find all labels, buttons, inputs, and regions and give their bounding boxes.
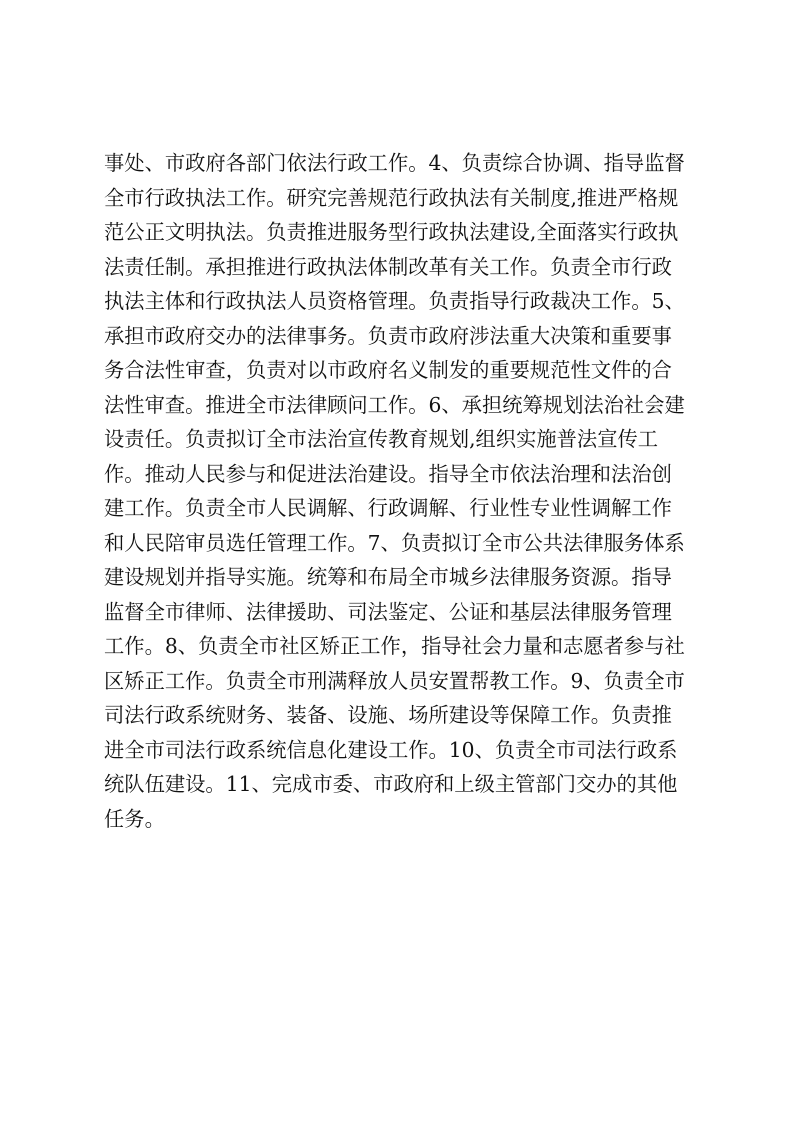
text-line: 统队伍建设。11、完成市委、市政府和上级主管部门交办的其他 bbox=[104, 772, 678, 796]
text-line: 范公正文明执法。负责推进服务型行政执法建设,全面落实行政执 bbox=[104, 220, 679, 244]
text-line: 承担市政府交办的法律事务。负责市政府涉法重大决策和重要事 bbox=[104, 323, 672, 348]
text-line: 建设规划并指导实施。统筹和布局全市城乡法律服务资源。指导 bbox=[104, 565, 672, 589]
text-line: 区矫正工作。负责全市刑满释放人员安置帮教工作。9、负责全市 bbox=[104, 668, 685, 693]
text-line: 任务。 bbox=[104, 806, 165, 831]
text-line: 全市行政执法工作。研究完善规范行政执法有关制度,推进严格规 bbox=[104, 185, 679, 210]
text-line: 监督全市律师、法律援助、司法鉴定、公证和基层法律服务管理 bbox=[104, 599, 672, 624]
body-text bbox=[104, 146, 704, 836]
text-line: 务合法性审查，负责对以市政府名义制发的重要规范性文件的合 bbox=[104, 358, 672, 382]
text-line: 和人民陪审员选任管理工作。7、负责拟订全市公共法律服务体系 bbox=[104, 530, 685, 555]
text-line: 执法主体和行政执法人员资格管理。负责指导行政裁决工作。5、 bbox=[104, 289, 685, 313]
text-line: 建工作。负责全市人民调解、行政调解、行业性专业性调解工作 bbox=[104, 496, 672, 520]
text-line: 司法行政系统财务、装备、设施、场所建设等保障工作。负责推 bbox=[104, 703, 672, 727]
text-line: 作。推动人民参与和促进法治建设。指导全市依法治理和法治创 bbox=[104, 461, 672, 486]
text-line: 设责任。负责拟订全市法治宣传教育规划,组织实施普法宣传工 bbox=[104, 427, 659, 451]
text-line: 事处、市政府各部门依法行政工作。4、负责综合协调、指导监督 bbox=[104, 151, 685, 175]
text-line: 法责任制。承担推进行政执法体制改革有关工作。负责全市行政 bbox=[104, 254, 672, 279]
text-line: 工作。8、负责全市社区矫正工作，指导社会力量和志愿者参与社 bbox=[104, 634, 685, 658]
text-line: 进全市司法行政系统信息化建设工作。10、负责全市司法行政系 bbox=[104, 737, 678, 762]
text-line: 法性审查。推进全市法律顾问工作。6、承担统筹规划法治社会建 bbox=[104, 392, 685, 417]
